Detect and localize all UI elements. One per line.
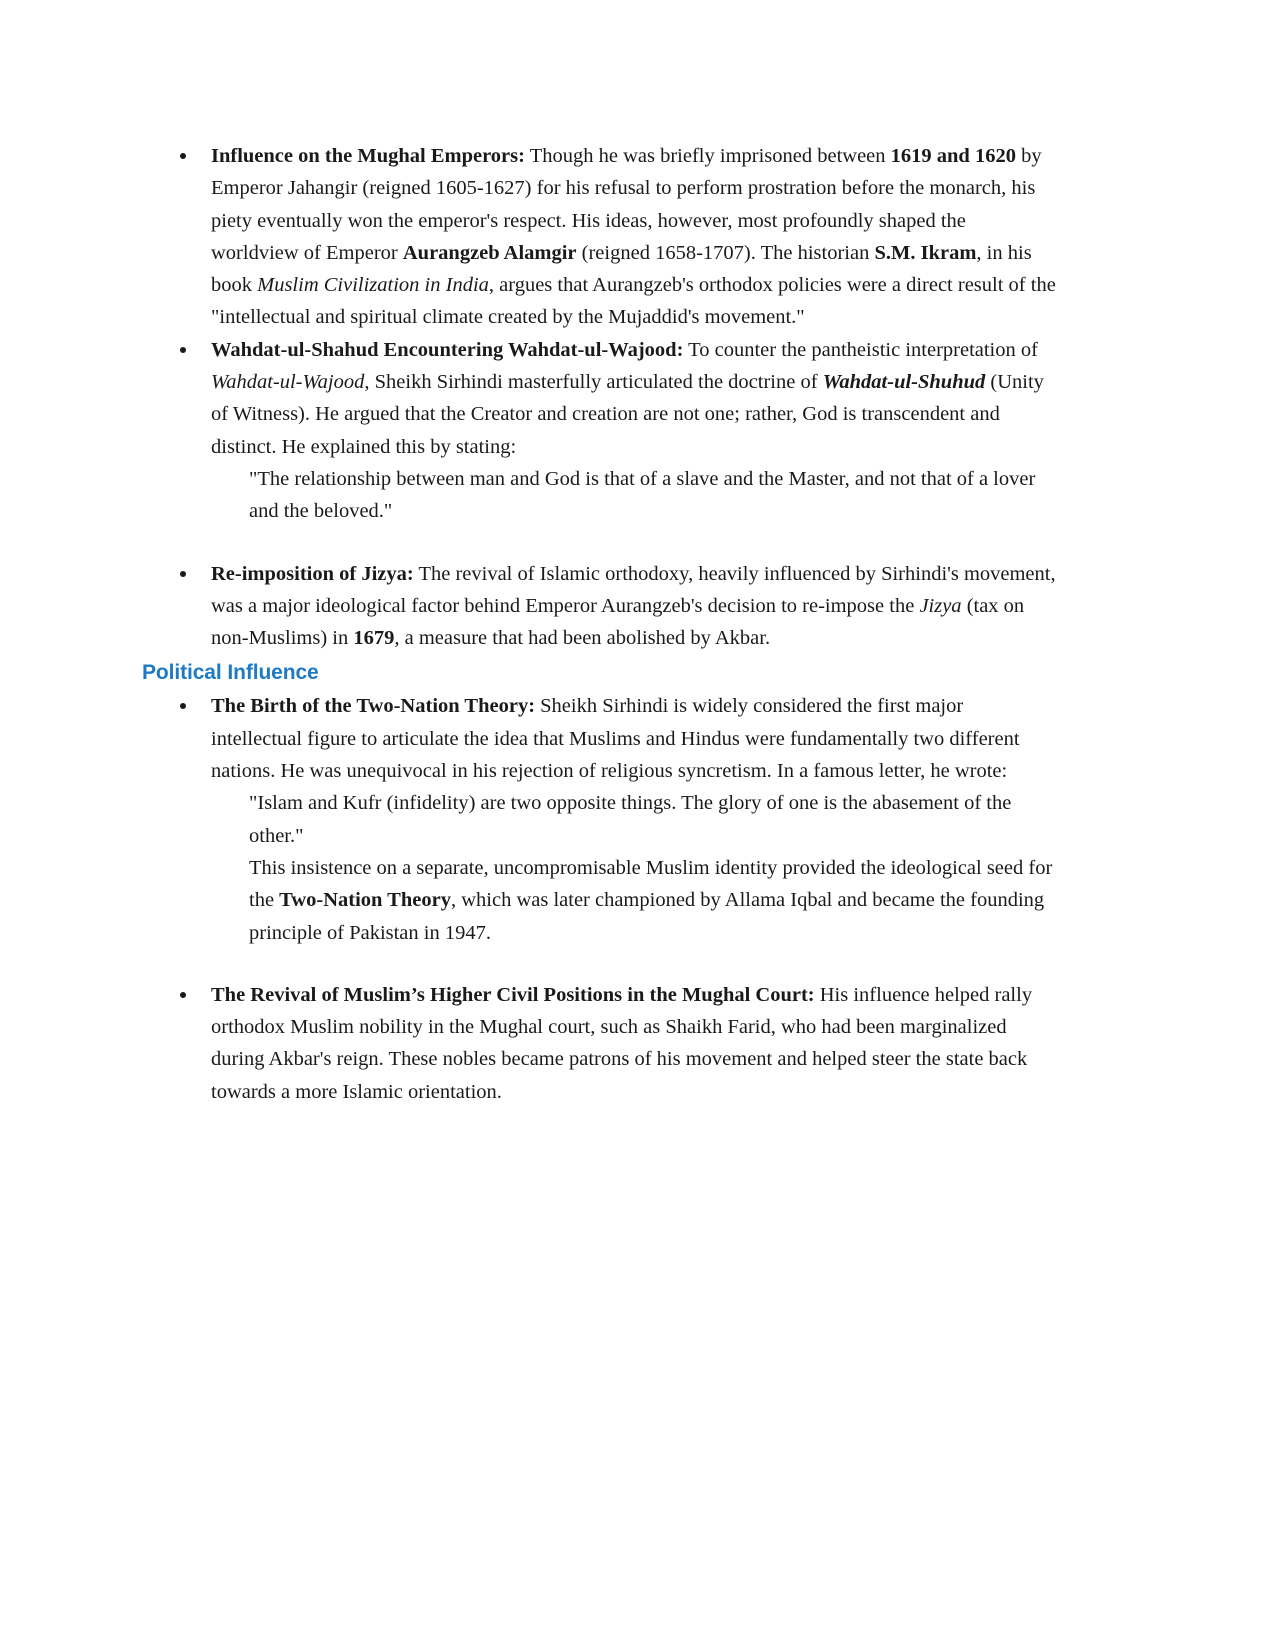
quote-line: "Islam and Kufr (infidelity) are two opposite things. The glory of one is the abasement of the other." [249,792,1012,847]
bullet-text-run: Though he was briefly imprisoned between [524,145,891,167]
term-italic: Jizya [919,594,962,617]
bullet-lead-label: Influence on the Mughal Emperors: [211,145,525,167]
document-content [142,140,1057,1108]
term-bold-italic: Wahdat-ul-Shuhud [822,371,986,394]
quote-followup-paragraph [249,852,1057,949]
bullet-lead-label: The Birth of the Two-Nation Theory: [211,695,536,718]
bullet-list-political-influence [142,690,1057,1108]
bullet-text-run: To counter the pantheistic interpretation of [683,338,1038,361]
bullet-paragraph [211,979,1057,1108]
list-item [142,334,1057,528]
list-item [142,979,1057,1108]
bullet-text-run: , in his book [211,241,1032,297]
bullet-text-run: His influence helped rally orthodox Muslim nobility in the Mughal court, such as Shaikh Farid, who had been marginalized during Akbar's reign. These nobles became patrons of his movement and helped steer the state back towards a more Islamic orientation. [211,983,1033,1103]
followup-text-run: This insistence on a separate, uncompromisable Muslim identity provided the ideological seed for the [249,856,1053,912]
book-title-italic: Muslim Civilization in India [257,274,489,297]
quote-line: "The relationship between man and God is that of a slave and the Master, and not that of a lover and the beloved." [249,467,1036,523]
bullet-lead-label: Re-imposition of Jizya: [211,562,414,585]
bullet-text-run: (Unity of Witness). He argued that the Creator and creation are not one; rather, God is transcendent and distinct. He explained this by stating: [211,371,1044,458]
list-item [142,690,1057,948]
list-item [142,558,1057,655]
list-item [142,140,1057,334]
bullet-lead-label: Wahdat-ul-Shahud Encountering Wahdat-ul-Wajood: [211,338,684,361]
bullet-text-run-bold: Aurangzeb Alamgir [402,241,577,264]
blockquote [211,463,1057,528]
bullet-paragraph [211,558,1057,655]
term-italic: Wahdat-ul-Wajood [211,371,365,394]
bullet-paragraph [211,690,1057,787]
bullet-paragraph [211,140,1057,334]
bullet-text-run: (reigned 1658-1707). The historian [576,241,875,264]
bullet-paragraph [211,334,1057,463]
bullet-text-run: (tax on non-Muslims) in [211,594,1025,650]
bullet-text-run: by Emperor Jahangir (reigned 1605-1627) for his refusal to perform prostration before the monarch, his piety eventually won the emperor's respect. His ideas, however, most profoundly shaped the worldview of Emperor [211,145,1042,264]
bullet-text-run-bold: S.M. Ikram [874,241,977,264]
bullet-text-run: Sheikh Sirhindi is widely considered the first major intellectual figure to articulate the idea that Muslims and Hindus were fundamentally two different nations. He was unequivocal in his rejection of religious syncretism. In a famous letter, he wrote: [211,695,1020,783]
bullet-text-run: The revival of Islamic orthodoxy, heavily influenced by Sirhindi's movement, was a major ideological factor behind Emperor Aurangzeb's decision to re-impose the [211,562,1056,617]
bullet-text-run: , Sheikh Sirhindi masterfully articulated the doctrine of [364,371,823,394]
followup-text-run-bold: Two-Nation Theory [279,889,451,912]
bullet-list-religious-influence [142,140,1057,654]
bullet-text-run: , a measure that had been abolished by Akbar. [394,627,771,650]
bullet-text-run-bold: 1679 [353,627,395,650]
followup-text-run: , which was later championed by Allama Iqbal and became the founding principle of Pakistan in 1947. [249,889,1045,944]
blockquote [211,787,1057,948]
bullet-text-run-bold: 1619 and 1620 [890,145,1016,167]
bullet-lead-label: The Revival of Muslim’s Higher Civil Positions in the Mughal Court: [211,983,815,1006]
bullet-text-run: , argues that Aurangzeb's orthodox policies were a direct result of the "intellectual and spiritual climate created by the Mujaddid's movement." [211,274,1056,329]
section-heading-political-influence: Political Influence [142,661,319,685]
